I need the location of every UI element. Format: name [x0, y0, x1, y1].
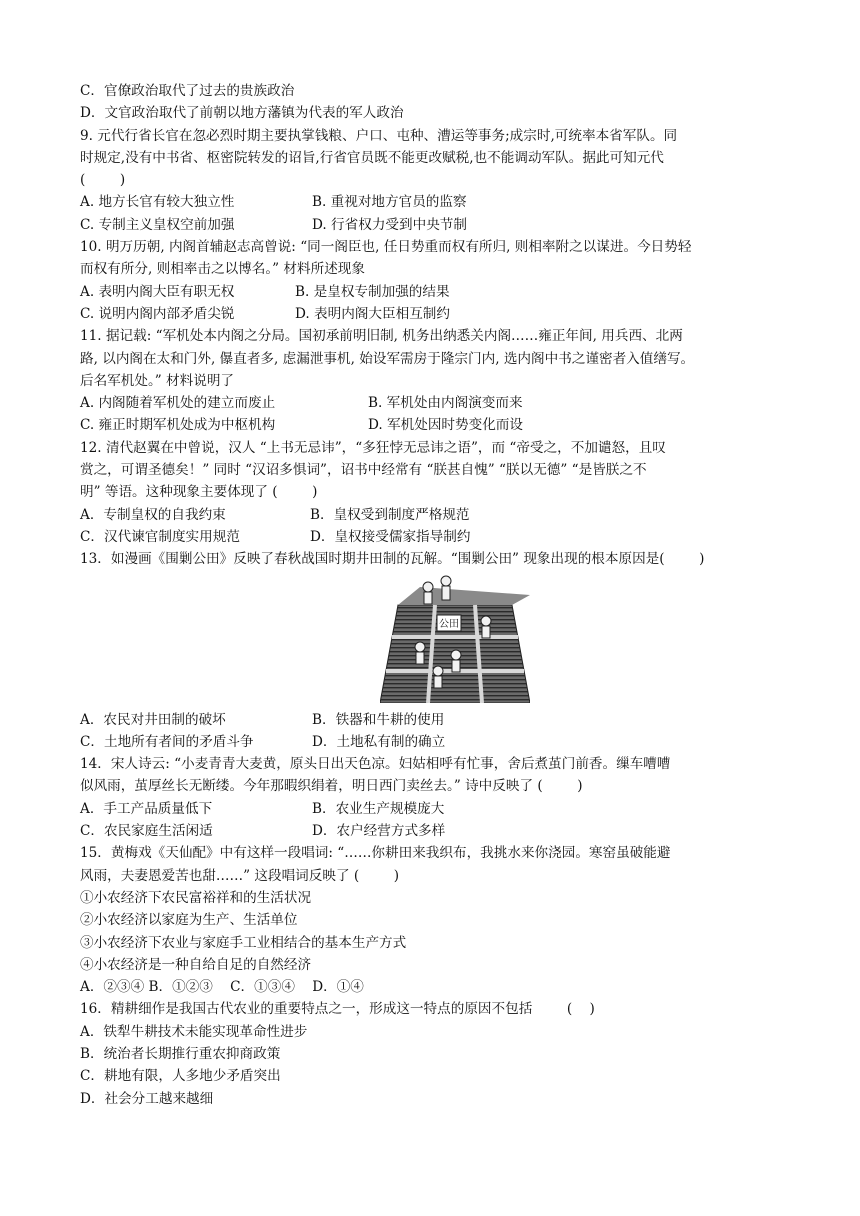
q15-options: A．②③④ B．①②③ C．①③④ D．①④	[80, 979, 364, 996]
q16-option-a: A．铁犁牛耕技术未能实现革命性进步	[80, 1023, 308, 1040]
q11-options-row-1	[80, 392, 790, 414]
q12-option-d: D．皇权接受儒家指导制约	[310, 528, 471, 545]
question-9-line-1: 9. 元代行省长官在忽必烈时期主要执掌钱粮、户口、屯种、漕运等事务;成宗时,可统率本省军队。同	[80, 127, 678, 144]
question-11-line-1: 11. 据记载: “军机处本内阁之分局。国初承前明旧制, 机务出纳悉关内阁……雍正年间, 用兵西、北两	[80, 328, 683, 345]
q11-option-b: B. 军机处由内阁演变而来	[368, 395, 523, 412]
q9-options-row-2	[80, 214, 790, 236]
question-11-line-2: 路, 以内阁在太和门外, 儤直者多, 虑漏泄事机, 始设军需房于隆宗门内, 选内阁中书之谨密者入值缮写。	[80, 350, 695, 367]
question-15-line-2: 风雨，夫妻恩爱苦也甜……” 这段唱词反映了 ( )	[80, 867, 400, 884]
q10-option-b: B. 是皇权专制加强的结果	[295, 283, 450, 300]
q16-option-c: C．耕地有限，人多地少矛盾突出	[80, 1068, 281, 1085]
q13-option-b: B．铁器和牛耕的使用	[312, 711, 445, 728]
q11-option-c: C. 雍正时期军机处成为中枢机构	[80, 417, 276, 434]
question-12-line-2: 赏之，可谓圣德矣！” 同时 “汉诏多惧词”，诏书中经常有 “朕甚自愧” “朕以无德” “是皆朕之不	[80, 462, 647, 479]
public-field-label: 公田	[439, 618, 459, 630]
q9-option-d: D. 行省权力受到中央节制	[312, 216, 467, 233]
q14-option-c: C．农民家庭生活闲适	[80, 823, 213, 840]
q15-statement-3: ③小农经济下农业与家庭手工业相结合的基本生产方式	[80, 934, 407, 951]
question-11-line-3: 后名军机处。” 材料说明了	[80, 372, 235, 389]
q12-option-b: B．皇权受到制度严格规范	[310, 506, 470, 523]
exam-page	[80, 80, 790, 1110]
q12-options-row-2	[80, 526, 790, 548]
q15-statement-4: ④小农经济是一种自给自足的自然经济	[80, 956, 312, 973]
option-c-q8: C．官僚政治取代了过去的贵族政治	[80, 83, 295, 99]
question-12-line-3: 明” 等语。这种现象主要体现了 ( )	[80, 484, 318, 501]
question-12-line-1: 12. 清代赵翼在中曾说，汉人 “上书无忌讳”，“多狂悖无忌讳之语”，而 “帝受之，不加谴怒，且叹	[80, 439, 666, 456]
question-9-line-2: 时规定,没有中书省、枢密院转发的诏旨,行省官员既不能更改赋税,也不能调动军队。据此可知元代	[80, 149, 664, 166]
question-15-line-1: 15．黄梅戏《天仙配》中有这样一段唱词: “……你耕田来我织布，我挑水来你浇园。寒窑虽破能避	[80, 845, 671, 862]
option-d-q8: D．文官政治取代了前朝以地方藩镇为代表的军人政治	[80, 105, 404, 122]
q14-options-row-2	[80, 820, 790, 842]
q10-option-c: C. 说明内阁内部矛盾尖锐	[80, 305, 235, 322]
question-9-blank: ( )	[80, 172, 126, 189]
q11-options-row-2	[80, 414, 790, 436]
q11-option-a: A. 内阁随着军机处的建立而废止	[80, 395, 276, 412]
q14-option-d: D．农户经营方式多样	[312, 823, 446, 840]
q10-options-row-2	[80, 303, 790, 325]
q13-option-a: A．农民对井田制的破坏	[80, 711, 226, 728]
question-13-line: 13．如漫画《围剿公田》反映了春秋战国时期井田制的瓦解。“围剿公田” 现象出现的根本原因是( )	[80, 551, 705, 568]
q9-options-row-1	[80, 191, 790, 213]
q15-statement-2: ②小农经济以家庭为生产、生活单位	[80, 912, 298, 929]
q14-options-row-1	[80, 798, 790, 820]
q13-option-d: D．土地私有制的确立	[312, 733, 446, 750]
q14-option-b: B．农业生产规模庞大	[312, 800, 445, 817]
q12-option-c: C．汉代谏官制度实用规范	[80, 528, 240, 545]
question-10-line-1: 10. 明万历朝, 内阁首辅赵志高曾说: “同一阁臣也, 任日势重而权有所归, 则相率附之以谋进。今日势轻	[80, 239, 692, 256]
question-14-line-1: 14．宋人诗云: “小麦青青大麦黄，原头日出天色凉。妇姑相呼有忙事，舍后煮茧门前香。缫车嘈嘈	[80, 756, 671, 773]
q13-options-row-1	[80, 709, 790, 731]
q15-statement-1: ①小农经济下农民富裕祥和的生活状况	[80, 889, 312, 906]
q16-option-b: B．统治者长期推行重农抑商政策	[80, 1045, 281, 1062]
q13-options-row-2	[80, 731, 790, 753]
q12-option-a: A．专制皇权的自我约束	[80, 506, 226, 523]
q12-options-row-1	[80, 504, 790, 526]
q13-option-c: C．土地所有者间的矛盾斗争	[80, 733, 254, 750]
question-14-line-2: 似风雨，茧厚丝长无断缕。今年那暇织绢着，明日西门卖丝去。” 诗中反映了 ( )	[80, 778, 583, 795]
q16-option-d: D．社会分工越来越细	[80, 1090, 214, 1107]
q10-options-row-1	[80, 281, 790, 303]
question-16-line: 16．精耕细作是我国古代农业的重要特点之一，形成这一特点的原因不包括 ( )	[80, 1001, 595, 1018]
q10-option-d: D. 表明内阁大臣相互制约	[295, 305, 450, 322]
q9-option-b: B. 重视对地方官员的监察	[312, 194, 467, 211]
q9-option-a: A. 地方长官有较大独立性	[80, 194, 235, 211]
cartoon-well-field-figure	[380, 575, 530, 703]
field-top	[398, 587, 530, 605]
question-10-line-2: 而权有所分, 则相率击之以博名。” 材料所述现象	[80, 261, 365, 278]
q9-option-c: C. 专制主义皇权空前加强	[80, 216, 235, 233]
q10-option-a: A. 表明内阁大臣有职无权	[80, 283, 235, 300]
q14-option-a: A．手工产品质量低下	[80, 800, 213, 817]
q11-option-d: D. 军机处因时势变化而设	[368, 417, 523, 434]
